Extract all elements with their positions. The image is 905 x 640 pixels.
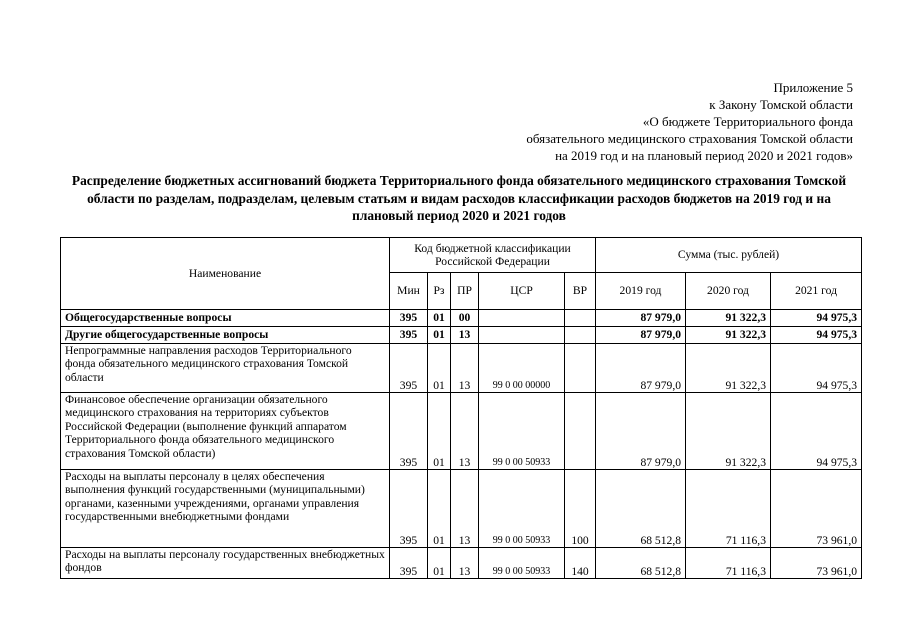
table-cell-2019: 68 512,8 [596, 470, 686, 548]
table-cell-rz: 01 [428, 393, 451, 470]
table-cell-2020: 91 322,3 [686, 310, 771, 327]
table-cell-min: 395 [390, 470, 428, 548]
table-cell-pr: 13 [451, 470, 479, 548]
table-cell-rz: 01 [428, 344, 451, 393]
header-code-group: Код бюджетной классификации Российской Федерации [390, 238, 596, 273]
document-title: Распределение бюджетных ассигнований бюджета Территориального фонда обязательного медицинского страхования Томской области по разделам, подразделам, целевым статьям и видам расходов классификации расходов бюджетов на 2019 год и на плановый период 2020 и 2021 годов [71, 173, 847, 223]
table-cell-2019: 87 979,0 [596, 310, 686, 327]
header-pr: ПР [451, 273, 479, 310]
table-cell-vr [565, 310, 596, 327]
table-cell-vr [565, 327, 596, 344]
table-cell-csr: 99 0 00 00000 [479, 344, 565, 393]
header-sum-group: Сумма (тыс. рублей) [596, 238, 862, 273]
table-cell-csr [479, 310, 565, 327]
table-cell-min: 395 [390, 310, 428, 327]
table-cell-min: 395 [390, 393, 428, 470]
annex-line: Приложение 5 [773, 80, 853, 95]
table-cell-2019: 87 979,0 [596, 344, 686, 393]
table-cell-2021: 73 961,0 [771, 548, 862, 579]
header-rz: Рз [428, 273, 451, 310]
table-cell-rz: 01 [428, 548, 451, 579]
table-cell-2020: 91 322,3 [686, 393, 771, 470]
header-vr: ВР [565, 273, 596, 310]
header-2019: 2019 год [596, 273, 686, 310]
table-cell-csr: 99 0 00 50933 [479, 470, 565, 548]
annex-line: на 2019 год и на плановый период 2020 и 2021 годов» [555, 148, 853, 163]
table-cell-pr: 00 [451, 310, 479, 327]
header-csr: ЦСР [479, 273, 565, 310]
table-cell-csr: 99 0 00 50933 [479, 393, 565, 470]
table-cell-name: Расходы на выплаты персоналу государственных внебюджетных фондов [61, 548, 390, 579]
table-cell-2020: 91 322,3 [686, 344, 771, 393]
annex-line: «О бюджете Территориального фонда [642, 114, 853, 129]
table-cell-2019: 87 979,0 [596, 327, 686, 344]
table-cell-name: Расходы на выплаты персоналу в целях обеспечения выполнения функций государственными (муниципальными) органами, казенными учреждениями, органами управления государственными внебюджетными фондами [61, 470, 390, 548]
table-row [61, 470, 862, 548]
table-cell-2020: 71 116,3 [686, 470, 771, 548]
table-cell-2021: 94 975,3 [771, 310, 862, 327]
table-cell-vr [565, 344, 596, 393]
annex-line: к Закону Томской области [709, 97, 853, 112]
table-cell-2021: 94 975,3 [771, 344, 862, 393]
table-cell-min: 395 [390, 548, 428, 579]
table-cell-pr: 13 [451, 327, 479, 344]
table-cell-2019: 68 512,8 [596, 548, 686, 579]
header-2021: 2021 год [771, 273, 862, 310]
table-cell-rz: 01 [428, 470, 451, 548]
table-row [61, 344, 862, 393]
table-cell-vr: 140 [565, 548, 596, 579]
table-cell-name: Непрограммные направления расходов Территориального фонда обязательного медицинского страхования Томской области [61, 344, 390, 393]
table-cell-2020: 91 322,3 [686, 327, 771, 344]
table-cell-2019: 87 979,0 [596, 393, 686, 470]
table-row [61, 548, 862, 579]
table-cell-pr: 13 [451, 344, 479, 393]
annex-header [526, 79, 853, 164]
table-cell-vr [565, 393, 596, 470]
table-row [61, 393, 862, 470]
table-cell-vr: 100 [565, 470, 596, 548]
table-cell-2021: 73 961,0 [771, 470, 862, 548]
table-cell-2021: 94 975,3 [771, 393, 862, 470]
table-row [61, 327, 862, 344]
annex-line: обязательного медицинского страхования Томской области [526, 131, 853, 146]
table-cell-min: 395 [390, 327, 428, 344]
table-body [61, 310, 862, 579]
table-row [61, 310, 862, 327]
table-cell-name: Другие общегосударственные вопросы [61, 327, 390, 344]
table-cell-csr [479, 327, 565, 344]
header-min: Мин [390, 273, 428, 310]
header-name: Наименование [61, 238, 390, 310]
table-cell-min: 395 [390, 344, 428, 393]
header-2020: 2020 год [686, 273, 771, 310]
table-cell-2020: 71 116,3 [686, 548, 771, 579]
table-cell-name: Финансовое обеспечение организации обязательного медицинского страхования на территориях субъектов Российской Федерации (выполнение функций аппаратом Территориального фонда обязательного медицинского страхования Томской области) [61, 393, 390, 470]
table-cell-rz: 01 [428, 310, 451, 327]
table-cell-rz: 01 [428, 327, 451, 344]
budget-table [60, 237, 862, 579]
table-cell-csr: 99 0 00 50933 [479, 548, 565, 579]
table-cell-pr: 13 [451, 548, 479, 579]
table-cell-2021: 94 975,3 [771, 327, 862, 344]
table-cell-pr: 13 [451, 393, 479, 470]
table-cell-name: Общегосударственные вопросы [61, 310, 390, 327]
